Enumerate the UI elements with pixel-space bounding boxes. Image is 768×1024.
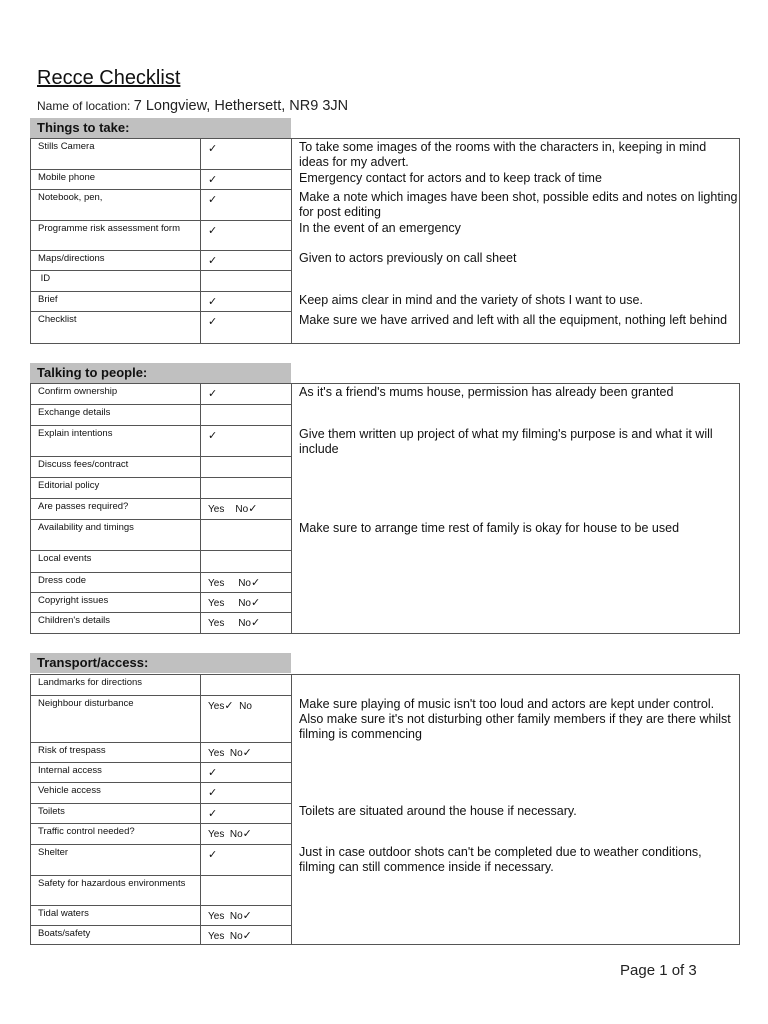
check-cell <box>201 499 292 520</box>
yes-no-text: Yes No <box>208 504 249 515</box>
location-line <box>37 98 348 114</box>
table-row <box>31 743 739 763</box>
table-row <box>31 824 739 845</box>
yes-no-text: Yes No <box>208 911 243 922</box>
item-label: Internal access <box>31 763 201 783</box>
item-label: Maps/directions <box>31 251 201 271</box>
note-text: Keep aims clear in mind and the variety of shots I want to use. <box>299 293 643 307</box>
table-row <box>31 457 739 478</box>
check-cell <box>201 845 292 876</box>
check-cell <box>201 292 292 312</box>
table-row <box>31 499 739 520</box>
checkmark-icon: ✓ <box>224 699 234 712</box>
item-label: Editorial policy <box>31 478 201 499</box>
note-text: As it's a friend's mums house, permission has already been granted <box>299 385 674 399</box>
check-cell <box>201 271 292 292</box>
check-cell <box>201 675 292 696</box>
check-cell <box>201 426 292 457</box>
check-cell <box>201 551 292 573</box>
location-value: 7 Longview, Hethersett, NR9 3JN <box>133 98 349 114</box>
table-row <box>31 876 739 906</box>
item-label: Toilets <box>31 804 201 824</box>
check-cell <box>201 783 292 804</box>
check-cell <box>201 613 292 633</box>
item-label: Tidal waters <box>31 906 201 926</box>
table-row <box>31 478 739 499</box>
item-label: Children's details <box>31 613 201 633</box>
table-row <box>31 613 739 633</box>
table-row <box>31 783 739 804</box>
checkmark-icon: ✓ <box>208 429 218 442</box>
item-label: Safety for hazardous environments <box>31 876 201 906</box>
checkmark-icon: ✓ <box>251 596 261 609</box>
section-heading-transport-access: Transport/access: <box>30 653 291 673</box>
note-text: In the event of an emergency <box>299 221 461 235</box>
table-row <box>31 271 739 292</box>
checkmark-icon: ✓ <box>242 909 252 922</box>
check-cell <box>201 876 292 906</box>
section-heading-talking-to-people: Talking to people: <box>30 363 291 383</box>
item-label: Shelter <box>31 845 201 876</box>
table-row <box>31 926 739 944</box>
checkmark-icon: ✓ <box>242 929 252 942</box>
table-row <box>31 573 739 593</box>
note-text: Just in case outdoor shots can't be completed due to weather conditions, filming can still commence inside if necessary. <box>299 845 702 874</box>
item-label: Notebook, pen, <box>31 190 201 221</box>
yes-no-text: Yes No <box>208 618 251 629</box>
document-title: Recce Checklist <box>37 67 181 89</box>
item-label: Landmarks for directions <box>31 675 201 696</box>
item-label: ID <box>31 271 201 292</box>
check-cell <box>201 139 292 170</box>
check-cell <box>201 906 292 926</box>
checkmark-icon: ✓ <box>251 616 261 629</box>
yes-no-text: Yes No <box>208 598 251 609</box>
note-text: To take some images of the rooms with the characters in, keeping in mind ideas for my advert. <box>299 140 707 169</box>
item-label: Mobile phone <box>31 170 201 190</box>
yes-no-text: Yes No <box>208 748 243 759</box>
transport-access-table <box>30 674 740 945</box>
checkmark-icon: ✓ <box>248 502 258 515</box>
note-text: Given to actors previously on call sheet <box>299 251 517 265</box>
check-cell <box>201 743 292 763</box>
check-cell <box>201 804 292 824</box>
item-label: Neighbour disturbance <box>31 696 201 743</box>
check-cell <box>201 763 292 783</box>
yes-no-text: Yes <box>208 701 225 712</box>
checkmark-icon: ✓ <box>242 746 252 759</box>
table-row <box>31 675 739 696</box>
checkmark-icon: ✓ <box>208 254 218 267</box>
table-row <box>31 593 739 613</box>
checkmark-icon: ✓ <box>208 807 218 820</box>
checkmark-icon: ✓ <box>208 295 218 308</box>
page-number: Page 1 of 3 <box>620 962 697 979</box>
item-label: Programme risk assessment form <box>31 221 201 251</box>
table-row <box>31 906 739 926</box>
item-label: Boats/safety <box>31 926 201 944</box>
check-cell <box>201 405 292 426</box>
item-label: Copyright issues <box>31 593 201 613</box>
checkmark-icon: ✓ <box>242 827 252 840</box>
checkmark-icon: ✓ <box>208 193 218 206</box>
item-label: Local events <box>31 551 201 573</box>
item-label: Vehicle access <box>31 783 201 804</box>
check-cell <box>201 457 292 478</box>
location-label: Name of location: <box>37 99 131 113</box>
item-label: Discuss fees/contract <box>31 457 201 478</box>
table-row <box>31 763 739 783</box>
checkmark-icon: ✓ <box>251 576 261 589</box>
item-label: Dress code <box>31 573 201 593</box>
check-cell <box>201 573 292 593</box>
checkmark-icon: ✓ <box>208 766 218 779</box>
item-label: Stills Camera <box>31 139 201 170</box>
check-cell <box>201 384 292 405</box>
table-row <box>31 551 739 573</box>
check-cell <box>201 593 292 613</box>
yes-no-text: Yes No <box>208 829 243 840</box>
item-label: Exchange details <box>31 405 201 426</box>
checkmark-icon: ✓ <box>208 848 218 861</box>
note-text: Make a note which images have been shot, possible edits and notes on lighting for post editing <box>299 190 738 219</box>
item-label: Risk of trespass <box>31 743 201 763</box>
item-label: Brief <box>31 292 201 312</box>
checkmark-icon: ✓ <box>208 224 218 237</box>
check-cell <box>201 190 292 221</box>
check-cell <box>201 824 292 845</box>
check-cell <box>201 170 292 190</box>
check-cell <box>201 221 292 251</box>
item-label: Availability and timings <box>31 520 201 551</box>
note-text: Make sure playing of music isn't too loud and actors are kept under control. Also make sure it's not disturbing other family members if they are there whilst filming is commencing <box>299 697 731 741</box>
item-label: Are passes required? <box>31 499 201 520</box>
check-cell <box>201 478 292 499</box>
talking-to-people-table <box>30 383 740 634</box>
check-cell <box>201 926 292 944</box>
check-cell <box>201 312 292 343</box>
checkmark-icon: ✓ <box>208 142 218 155</box>
section-heading-things-to-take: Things to take: <box>30 118 291 138</box>
item-label: Confirm ownership <box>31 384 201 405</box>
note-text: Toilets are situated around the house if necessary. <box>299 804 577 818</box>
item-label: Traffic control needed? <box>31 824 201 845</box>
check-cell <box>201 251 292 271</box>
check-cell <box>201 520 292 551</box>
table-row <box>31 405 739 426</box>
yes-no-text: Yes No <box>208 931 243 942</box>
check-cell <box>201 696 292 743</box>
note-text: Emergency contact for actors and to keep track of time <box>299 171 602 185</box>
checkmark-icon: ✓ <box>208 786 218 799</box>
checkmark-icon: ✓ <box>208 173 218 186</box>
note-text: Give them written up project of what my filming's purpose is and what it will include <box>299 427 713 456</box>
note-text: Make sure we have arrived and left with all the equipment, nothing left behind <box>299 313 728 327</box>
item-label: Explain intentions <box>31 426 201 457</box>
item-label: Checklist <box>31 312 201 343</box>
yes-no-text: Yes No <box>208 578 251 589</box>
note-text: Make sure to arrange time rest of family is okay for house to be used <box>299 521 680 535</box>
checkmark-icon: ✓ <box>208 387 218 400</box>
no-text: No <box>233 701 252 712</box>
checkmark-icon: ✓ <box>208 315 218 328</box>
things-to-take-table <box>30 138 740 344</box>
